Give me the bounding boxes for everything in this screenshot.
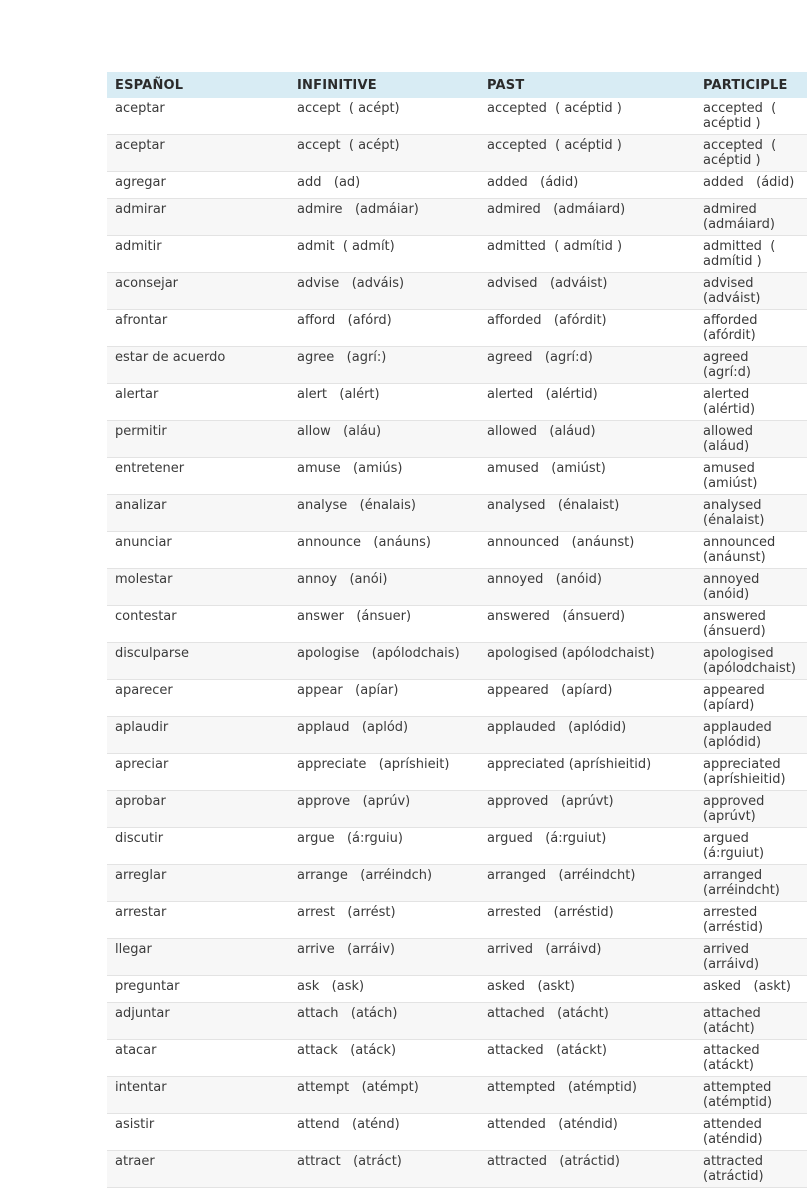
cell-infinitive-text: appreciate (apríshieit)	[297, 757, 450, 772]
table-row	[107, 1151, 807, 1188]
cell-espanol-text: aceptar	[115, 138, 165, 153]
cell-infinitive-text: attack (atáck)	[297, 1043, 397, 1058]
cell-past	[479, 458, 695, 495]
cell-espanol-text: admitir	[115, 239, 162, 254]
cell-participle-text: arrested (arréstid)	[703, 905, 770, 935]
cell-infinitive-text: add (ad)	[297, 175, 361, 190]
table-row	[107, 384, 807, 421]
cell-infinitive	[289, 135, 479, 172]
table-row	[107, 1114, 807, 1151]
cell-past	[479, 236, 695, 273]
cell-participle	[695, 495, 807, 532]
cell-espanol-text: alertar	[115, 387, 159, 402]
cell-espanol	[107, 902, 289, 939]
cell-espanol	[107, 606, 289, 643]
cell-participle-text: analysed (énalaist)	[703, 498, 774, 528]
cell-past-text: advised (adváist)	[487, 276, 608, 291]
cell-espanol	[107, 273, 289, 310]
cell-infinitive	[289, 310, 479, 347]
table-row	[107, 606, 807, 643]
cell-past	[479, 1077, 695, 1114]
table-row	[107, 199, 807, 236]
table-row	[107, 421, 807, 458]
table-row	[107, 1040, 807, 1077]
cell-infinitive-text: annoy (anói)	[297, 572, 388, 587]
cell-past	[479, 384, 695, 421]
cell-past-text: agreed (agrí:d)	[487, 350, 593, 365]
cell-participle-text: argued (á:rguiut)	[703, 831, 765, 861]
cell-past	[479, 199, 695, 236]
cell-infinitive	[289, 939, 479, 976]
cell-infinitive-text: announce (anáuns)	[297, 535, 431, 550]
cell-participle-text: agreed (agrí:d)	[703, 350, 761, 380]
cell-infinitive	[289, 172, 479, 199]
cell-espanol-text: aprobar	[115, 794, 166, 809]
cell-infinitive-text: approve (aprúv)	[297, 794, 411, 809]
cell-espanol	[107, 384, 289, 421]
cell-past-text: attended (aténdid)	[487, 1117, 618, 1132]
cell-espanol-text: apreciar	[115, 757, 169, 772]
cell-participle-text: appeared (apíard)	[703, 683, 778, 713]
cell-espanol	[107, 643, 289, 680]
cell-infinitive-text: applaud (aplód)	[297, 720, 409, 735]
cell-participle-text: answered (ánsuerd)	[703, 609, 779, 639]
cell-espanol-text: admirar	[115, 202, 167, 217]
cell-espanol-text: disculparse	[115, 646, 189, 661]
cell-participle	[695, 384, 807, 421]
cell-infinitive-text: accept ( acépt)	[297, 138, 400, 153]
table-row	[107, 236, 807, 273]
cell-espanol	[107, 569, 289, 606]
cell-past-text: arrived (arráivd)	[487, 942, 602, 957]
cell-espanol	[107, 458, 289, 495]
cell-past-text: allowed (aláud)	[487, 424, 596, 439]
table-row	[107, 1077, 807, 1114]
cell-espanol-text: molestar	[115, 572, 173, 587]
cell-espanol	[107, 828, 289, 865]
cell-infinitive-text: amuse (amiús)	[297, 461, 403, 476]
cell-past-text: applauded (aplódid)	[487, 720, 627, 735]
cell-infinitive	[289, 1003, 479, 1040]
cell-participle	[695, 569, 807, 606]
cell-participle-text: admired (admáiard)	[703, 202, 775, 232]
column-header-participle: PARTICIPLE	[695, 72, 807, 98]
cell-espanol-text: asistir	[115, 1117, 155, 1132]
cell-past	[479, 532, 695, 569]
cell-past	[479, 273, 695, 310]
cell-participle	[695, 1003, 807, 1040]
cell-participle	[695, 865, 807, 902]
cell-espanol	[107, 135, 289, 172]
cell-infinitive	[289, 569, 479, 606]
cell-past	[479, 1003, 695, 1040]
cell-espanol	[107, 98, 289, 135]
table-row	[107, 347, 807, 384]
cell-participle	[695, 172, 807, 199]
table-row	[107, 865, 807, 902]
cell-past-text: approved (aprúvt)	[487, 794, 614, 809]
cell-infinitive-text: agree (agrí:)	[297, 350, 387, 365]
cell-espanol-text: agregar	[115, 175, 166, 190]
cell-participle-text: admitted ( admítid )	[703, 239, 780, 269]
cell-espanol	[107, 1151, 289, 1188]
cell-infinitive	[289, 606, 479, 643]
cell-participle-text: annoyed (anóid)	[703, 572, 772, 602]
cell-espanol	[107, 421, 289, 458]
cell-espanol-text: aceptar	[115, 101, 165, 116]
cell-past-text: asked (askt)	[487, 979, 575, 994]
table-row	[107, 976, 807, 1003]
cell-participle-text: added (ádid)	[703, 175, 795, 190]
cell-espanol-text: intentar	[115, 1080, 167, 1095]
cell-infinitive-text: accept ( acépt)	[297, 101, 400, 116]
cell-past	[479, 939, 695, 976]
column-header-infinitive: INFINITIVE	[289, 72, 479, 98]
cell-espanol-text: preguntar	[115, 979, 180, 994]
cell-past-text: alerted (alértid)	[487, 387, 598, 402]
cell-infinitive-text: answer (ánsuer)	[297, 609, 412, 624]
cell-participle-text: afforded (afórdit)	[703, 313, 770, 343]
cell-infinitive	[289, 421, 479, 458]
cell-participle	[695, 310, 807, 347]
table-row	[107, 939, 807, 976]
cell-past-text: attempted (atémptid)	[487, 1080, 637, 1095]
cell-infinitive	[289, 865, 479, 902]
table-row	[107, 495, 807, 532]
cell-participle	[695, 976, 807, 1003]
cell-espanol-text: anunciar	[115, 535, 172, 550]
table-row	[107, 717, 807, 754]
cell-past	[479, 310, 695, 347]
cell-espanol-text: aparecer	[115, 683, 173, 698]
cell-participle-text: attracted (atráctid)	[703, 1154, 776, 1184]
cell-participle	[695, 458, 807, 495]
cell-participle-text: apologised (apólodchaist)	[703, 646, 796, 676]
cell-infinitive	[289, 236, 479, 273]
cell-participle	[695, 1114, 807, 1151]
cell-past	[479, 976, 695, 1003]
cell-past-text: answered (ánsuerd)	[487, 609, 626, 624]
cell-espanol	[107, 791, 289, 828]
cell-participle	[695, 680, 807, 717]
cell-past-text: appeared (apíard)	[487, 683, 613, 698]
cell-past	[479, 1040, 695, 1077]
cell-past-text: afforded (afórdit)	[487, 313, 607, 328]
cell-past	[479, 606, 695, 643]
cell-infinitive-text: alert (alért)	[297, 387, 380, 402]
cell-espanol	[107, 680, 289, 717]
table-row	[107, 172, 807, 199]
cell-espanol-text: aconsejar	[115, 276, 179, 291]
cell-infinitive	[289, 1077, 479, 1114]
cell-espanol	[107, 754, 289, 791]
cell-infinitive-text: apologise (apólodchais)	[297, 646, 460, 661]
cell-participle	[695, 643, 807, 680]
cell-espanol-text: arrestar	[115, 905, 167, 920]
cell-past	[479, 902, 695, 939]
cell-participle	[695, 273, 807, 310]
cell-espanol	[107, 976, 289, 1003]
cell-infinitive-text: afford (afórd)	[297, 313, 392, 328]
cell-espanol-text: arreglar	[115, 868, 167, 883]
table-row	[107, 569, 807, 606]
cell-espanol-text: aplaudir	[115, 720, 169, 735]
cell-infinitive	[289, 717, 479, 754]
cell-past	[479, 172, 695, 199]
cell-espanol	[107, 1003, 289, 1040]
cell-participle-text: attempted (atémptid)	[703, 1080, 784, 1110]
cell-infinitive	[289, 199, 479, 236]
table-row	[107, 680, 807, 717]
cell-infinitive	[289, 98, 479, 135]
table-body	[107, 98, 807, 1188]
header-row	[107, 72, 807, 98]
cell-infinitive-text: attempt (atémpt)	[297, 1080, 419, 1095]
cell-past	[479, 643, 695, 680]
table-row	[107, 643, 807, 680]
table-row	[107, 1003, 807, 1040]
cell-espanol-text: contestar	[115, 609, 177, 624]
cell-espanol	[107, 1040, 289, 1077]
cell-espanol-text: adjuntar	[115, 1006, 170, 1021]
cell-participle-text: amused (amiúst)	[703, 461, 768, 491]
cell-past	[479, 1114, 695, 1151]
cell-past-text: admitted ( admítid )	[487, 239, 623, 254]
cell-past-text: arranged (arréindcht)	[487, 868, 636, 883]
table-row	[107, 98, 807, 135]
cell-infinitive-text: arrest (arrést)	[297, 905, 396, 920]
cell-infinitive-text: analyse (énalais)	[297, 498, 416, 513]
cell-participle-text: announced (anáunst)	[703, 535, 788, 565]
cell-past-text: attached (atácht)	[487, 1006, 609, 1021]
cell-past-text: analysed (énalaist)	[487, 498, 620, 513]
cell-participle-text: appreciated (apríshieitid)	[703, 757, 786, 787]
cell-espanol	[107, 865, 289, 902]
cell-past	[479, 495, 695, 532]
cell-participle	[695, 1151, 807, 1188]
cell-participle-text: approved (aprúvt)	[703, 794, 777, 824]
cell-espanol	[107, 1114, 289, 1151]
cell-past	[479, 717, 695, 754]
table-row	[107, 310, 807, 347]
cell-espanol-text: estar de acuerdo	[115, 350, 226, 365]
cell-past-text: admired (admáiard)	[487, 202, 626, 217]
cell-infinitive	[289, 643, 479, 680]
cell-participle	[695, 1040, 807, 1077]
cell-participle-text: attended (aténdid)	[703, 1117, 775, 1147]
cell-espanol	[107, 717, 289, 754]
cell-past-text: attacked (atáckt)	[487, 1043, 607, 1058]
cell-espanol-text: atraer	[115, 1154, 155, 1169]
cell-infinitive	[289, 384, 479, 421]
cell-infinitive-text: attach (atách)	[297, 1006, 398, 1021]
cell-infinitive	[289, 495, 479, 532]
cell-infinitive-text: admire (admáiar)	[297, 202, 419, 217]
cell-past	[479, 347, 695, 384]
cell-espanol-text: afrontar	[115, 313, 168, 328]
cell-past	[479, 135, 695, 172]
cell-infinitive	[289, 680, 479, 717]
cell-infinitive-text: attract (atráct)	[297, 1154, 402, 1169]
cell-past	[479, 98, 695, 135]
cell-participle	[695, 98, 807, 135]
cell-participle-text: advised (adváist)	[703, 276, 766, 306]
cell-past	[479, 1151, 695, 1188]
cell-participle-text: attacked (atáckt)	[703, 1043, 772, 1073]
cell-past-text: apologised (apólodchaist)	[487, 646, 655, 661]
cell-espanol-text: entretener	[115, 461, 185, 476]
cell-participle-text: arrived (arráivd)	[703, 942, 762, 972]
cell-infinitive-text: argue (á:rguiu)	[297, 831, 403, 846]
cell-espanol	[107, 939, 289, 976]
cell-participle	[695, 199, 807, 236]
cell-participle	[695, 135, 807, 172]
column-header-past: PAST	[479, 72, 695, 98]
cell-participle	[695, 421, 807, 458]
cell-past-text: added (ádid)	[487, 175, 579, 190]
cell-participle-text: allowed (aláud)	[703, 424, 766, 454]
cell-espanol	[107, 199, 289, 236]
cell-espanol	[107, 172, 289, 199]
cell-participle-text: applauded (aplódid)	[703, 720, 785, 750]
cell-past-text: attracted (atráctid)	[487, 1154, 620, 1169]
cell-past-text: announced (anáunst)	[487, 535, 635, 550]
cell-participle-text: accepted ( acéptid )	[703, 138, 781, 168]
cell-participle	[695, 791, 807, 828]
cell-espanol-text: atacar	[115, 1043, 157, 1058]
cell-espanol	[107, 310, 289, 347]
cell-past-text: argued (á:rguiut)	[487, 831, 607, 846]
cell-espanol	[107, 236, 289, 273]
table-row	[107, 532, 807, 569]
cell-infinitive	[289, 1040, 479, 1077]
cell-participle-text: accepted ( acéptid )	[703, 101, 781, 131]
cell-participle	[695, 347, 807, 384]
cell-past-text: appreciated (apríshieitid)	[487, 757, 652, 772]
column-header-espanol: ESPAÑOL	[107, 72, 289, 98]
cell-infinitive-text: ask (ask)	[297, 979, 365, 994]
cell-espanol	[107, 495, 289, 532]
cell-participle	[695, 939, 807, 976]
cell-espanol-text: permitir	[115, 424, 167, 439]
cell-participle	[695, 828, 807, 865]
table-row	[107, 902, 807, 939]
cell-participle	[695, 236, 807, 273]
cell-past	[479, 754, 695, 791]
cell-participle	[695, 717, 807, 754]
cell-past-text: amused (amiúst)	[487, 461, 606, 476]
cell-past	[479, 569, 695, 606]
cell-infinitive-text: arrange (arréindch)	[297, 868, 433, 883]
cell-past	[479, 680, 695, 717]
cell-infinitive-text: admit ( admít)	[297, 239, 395, 254]
cell-past-text: accepted ( acéptid )	[487, 101, 622, 116]
cell-infinitive-text: arrive (arráiv)	[297, 942, 395, 957]
cell-participle	[695, 754, 807, 791]
cell-participle	[695, 902, 807, 939]
cell-infinitive	[289, 976, 479, 1003]
table-row	[107, 458, 807, 495]
cell-infinitive-text: attend (aténd)	[297, 1117, 400, 1132]
cell-infinitive	[289, 754, 479, 791]
cell-past-text: accepted ( acéptid )	[487, 138, 622, 153]
table-row	[107, 135, 807, 172]
cell-participle	[695, 532, 807, 569]
cell-espanol-text: llegar	[115, 942, 152, 957]
cell-infinitive	[289, 347, 479, 384]
cell-infinitive	[289, 532, 479, 569]
cell-infinitive-text: advise (adváis)	[297, 276, 405, 291]
cell-past-text: arrested (arréstid)	[487, 905, 614, 920]
cell-past	[479, 791, 695, 828]
table-row	[107, 273, 807, 310]
cell-infinitive	[289, 458, 479, 495]
cell-infinitive-text: allow (aláu)	[297, 424, 382, 439]
cell-past	[479, 421, 695, 458]
verb-table	[107, 72, 807, 1188]
cell-espanol	[107, 1077, 289, 1114]
cell-participle-text: asked (askt)	[703, 979, 791, 994]
cell-participle	[695, 1077, 807, 1114]
cell-past-text: annoyed (anóid)	[487, 572, 602, 587]
cell-infinitive	[289, 902, 479, 939]
cell-participle-text: attached (atácht)	[703, 1006, 774, 1036]
cell-infinitive	[289, 1151, 479, 1188]
table-header	[107, 72, 807, 98]
cell-espanol	[107, 532, 289, 569]
cell-infinitive	[289, 273, 479, 310]
cell-infinitive	[289, 791, 479, 828]
cell-infinitive	[289, 828, 479, 865]
cell-espanol	[107, 347, 289, 384]
table-row	[107, 754, 807, 791]
cell-infinitive-text: appear (apíar)	[297, 683, 399, 698]
cell-infinitive	[289, 1114, 479, 1151]
cell-past	[479, 828, 695, 865]
table-row	[107, 828, 807, 865]
cell-participle-text: alerted (alértid)	[703, 387, 762, 417]
cell-espanol-text: analizar	[115, 498, 167, 513]
cell-past	[479, 865, 695, 902]
cell-participle	[695, 606, 807, 643]
table-row	[107, 791, 807, 828]
cell-espanol-text: discutir	[115, 831, 164, 846]
cell-participle-text: arranged (arréindcht)	[703, 868, 780, 898]
